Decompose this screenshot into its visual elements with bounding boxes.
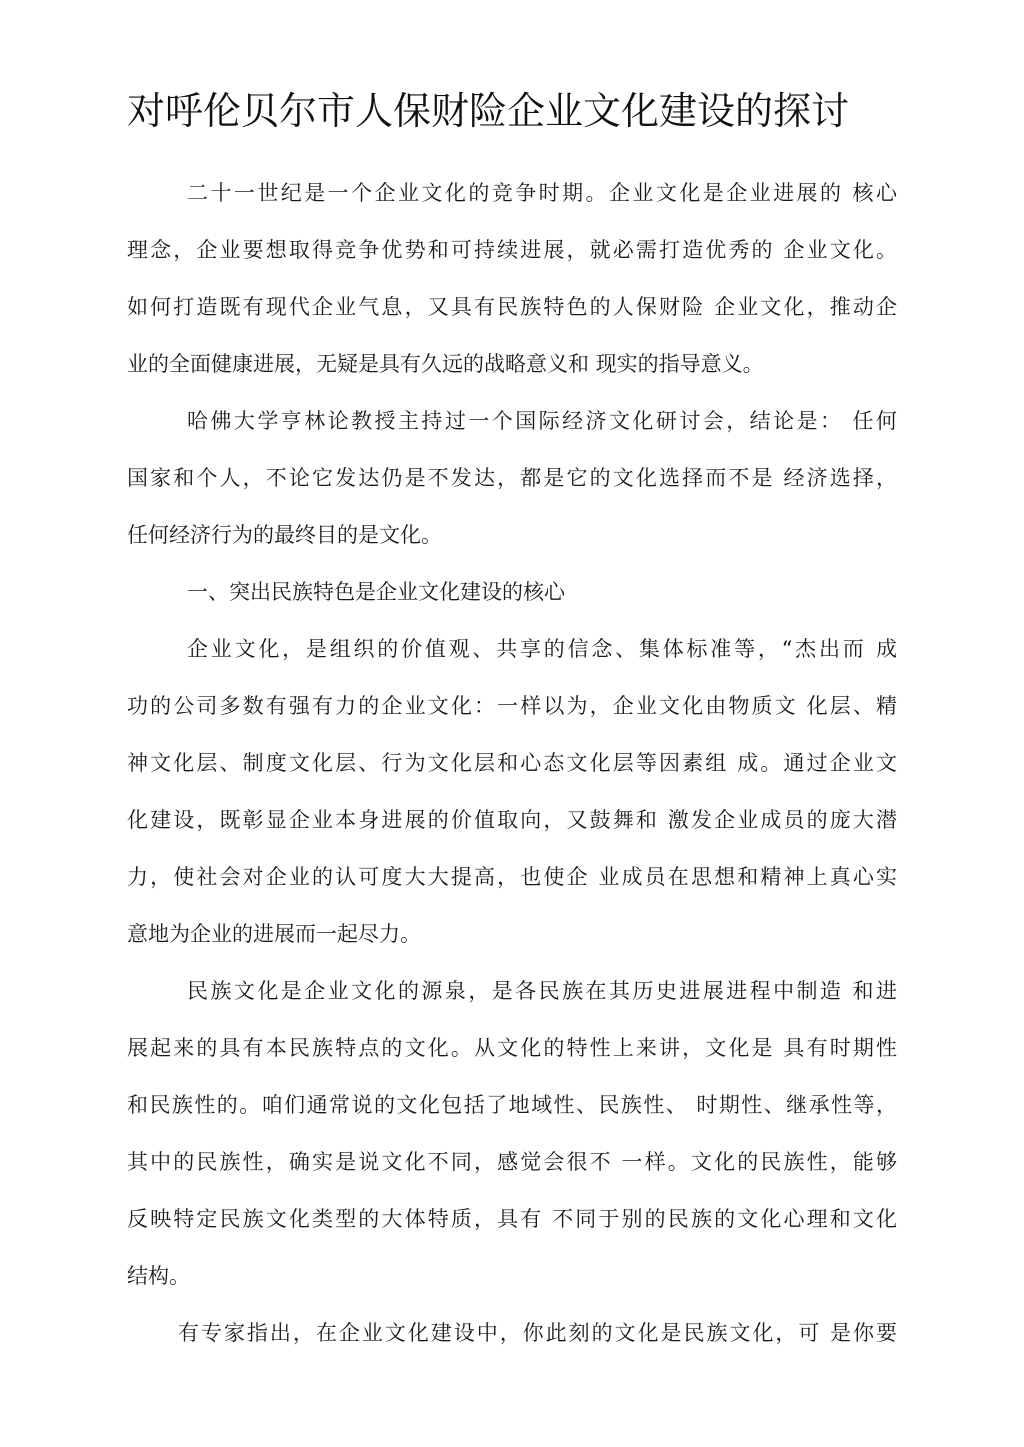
body-line: 有专家指出，在企业文化建设中，你此刻的文化是民族文化，可 是你要 [178, 1321, 897, 1345]
body-line: 意地为企业的进展而一起尽力。 [127, 922, 421, 946]
section-heading [127, 564, 897, 621]
body-line: 其中的民族性，确实是说文化不同，感觉会很不 一样。文化的民族性，能够 [127, 1150, 897, 1174]
body-line: 理念，企业要想取得竞争优势和可持续进展，就必需打造优秀的 企业文化。 [127, 238, 897, 262]
section-heading-text: 一、突出民族特色是企业文化建设的核心 [187, 580, 565, 604]
body-line: 业的全面健康进展，无疑是具有久远的战略意义和 现实的指导意义。 [127, 352, 764, 376]
body-line: 结构。 [127, 1264, 190, 1288]
paragraph [127, 165, 897, 393]
page-title: 对呼伦贝尔市人保财险企业文化建设的探讨 [127, 91, 850, 133]
paragraph [127, 393, 897, 564]
body-line: 任何经济行为的最终目的是文化。 [127, 523, 442, 547]
body-line: 力，使社会对企业的认可度大大提高，也使企 业成员在思想和精神上真心实 [127, 865, 897, 889]
body-line: 二十一世纪是一个企业文化的竞争时期。企业文化是企业进展的 核心 [187, 181, 897, 205]
document-body [127, 165, 897, 1362]
body-line: 和民族性的。咱们通常说的文化包括了地域性、民族性、 时期性、继承性等， [127, 1093, 897, 1117]
body-line: 国家和个人，不论它发达仍是不发达，都是它的文化选择而不是 经济选择， [127, 466, 897, 490]
body-line: 功的公司多数有强有力的企业文化：一样以为，企业文化由物质文 化层、精 [127, 694, 897, 718]
body-line: 展起来的具有本民族特点的文化。从文化的特性上来讲，文化是 具有时期性 [127, 1036, 897, 1060]
body-line: 企业文化，是组织的价值观、共享的信念、集体标准等，“杰出而 成 [187, 637, 897, 661]
paragraph [127, 1305, 897, 1362]
body-line: 神文化层、制度文化层、行为文化层和心态文化层等因素组 成。通过企业文 [127, 751, 897, 775]
body-line: 反映特定民族文化类型的大体特质，具有 不同于别的民族的文化心理和文化 [127, 1207, 897, 1231]
paragraph [127, 963, 897, 1305]
paragraph [127, 621, 897, 963]
body-line: 民族文化是企业文化的源泉，是各民族在其历史进展进程中制造 和进 [187, 979, 897, 1003]
body-line: 哈佛大学亨林论教授主持过一个国际经济文化研讨会，结论是： 任何 [187, 409, 897, 433]
body-line: 化建设，既彰显企业本身进展的价值取向，又鼓舞和 激发企业成员的庞大潜 [127, 808, 897, 832]
body-line: 如何打造既有现代企业气息，又具有民族特色的人保财险 企业文化，推动企 [127, 295, 897, 319]
